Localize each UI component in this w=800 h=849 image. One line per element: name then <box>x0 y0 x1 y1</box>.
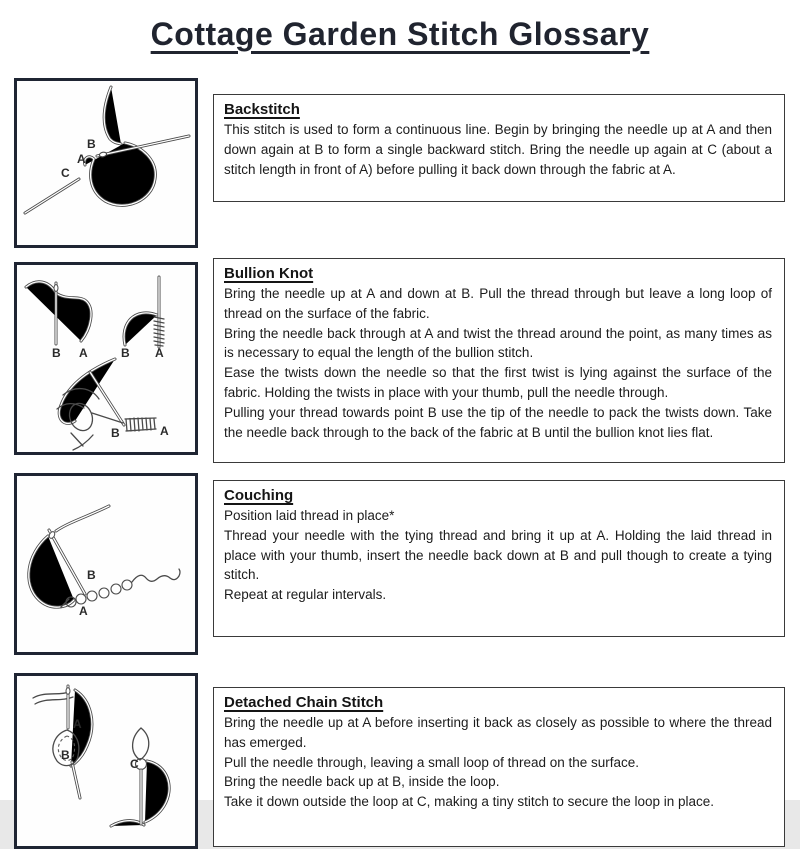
point-label-b: B <box>61 748 70 762</box>
point-label-b: B <box>52 346 61 360</box>
point-label-a: A <box>77 152 86 166</box>
couching-illustration-box <box>14 473 198 655</box>
point-label-b: B <box>87 137 96 151</box>
bullion-coil-icon <box>125 418 156 431</box>
needle-icon <box>25 179 79 213</box>
backstitch-diagram <box>17 81 195 245</box>
stitch-instructions <box>224 120 772 179</box>
laid-thread-squiggle-icon <box>61 569 180 607</box>
stitch-heading: Detached Chain Stitch <box>224 694 384 711</box>
stitch-paragraph: Ease the twists down the needle so that the first twist is lying against the surface of the fabric. Holding the twists in place with your thumb, pull the needle through. <box>224 365 772 400</box>
stitch-heading: Bullion Knot <box>224 265 314 282</box>
stitch-paragraph: Bring the needle up at A and down at B. Pull the thread through but leave a long loop of thread on the surface of the fabric. <box>224 286 772 321</box>
thread-icon <box>26 282 91 341</box>
bullion-knot-diagram <box>17 265 195 452</box>
point-label-a: A <box>79 346 88 360</box>
point-label-a: A <box>73 717 82 731</box>
point-label-b: B <box>121 346 130 360</box>
point-label-c: C <box>130 757 139 771</box>
stitch-paragraph: Position laid thread in place* <box>224 508 395 523</box>
stitch-instructions <box>224 506 772 605</box>
bullion-knot-text-panel <box>213 258 785 463</box>
stitch-heading: Couching <box>224 487 294 504</box>
detached-chain-text-panel <box>213 687 785 847</box>
couching-diagram <box>17 476 195 652</box>
point-label-c: C <box>61 166 70 180</box>
point-label-b: B <box>87 568 96 582</box>
backstitch-illustration-box <box>14 78 198 248</box>
point-label-a: A <box>155 346 164 360</box>
point-label-a: A <box>160 424 169 438</box>
stitch-paragraph: Pulling your thread towards point B use the tip of the needle to pack the twists down. Take the needle back through to the back of the fabric at B until the bullion knot lies flat. <box>224 404 772 440</box>
stitch-paragraph: Bring the needle up at A before inserting it back as closely as possible to where the thread has emerged. <box>224 715 772 750</box>
stitch-paragraph: Bring the needle back through at A and twist the thread around the point, as many times as is necessary to equal the length of the bullion stitch. <box>224 325 772 361</box>
backstitch-text-panel <box>213 94 785 202</box>
couching-text-panel <box>213 480 785 637</box>
stitch-paragraph: Pull the needle through, leaving a small loop of thread on the surface. <box>224 754 640 770</box>
stitch-paragraph: Thread your needle with the tying thread and bring it up at A. Holding the laid thread in place with your thumb, insert the needle back down at B and pull though to create a tying stitch. <box>224 527 772 583</box>
stitch-paragraph: This stitch is used to form a continuous line. Begin by bringing the needle up at A and then down again at B to form a single backward stitch. Bring the needle up again at C (about a stitch length in front of A) before pulling it back down through the fabric at A. <box>224 122 772 177</box>
thread-icon <box>124 313 157 345</box>
detached-chain-illustration-box <box>14 673 198 849</box>
stitch-instructions <box>224 713 772 812</box>
stitch-paragraph: Repeat at regular intervals. <box>224 587 387 603</box>
bullion-knot-illustration-box <box>14 262 198 455</box>
needle-icon <box>90 372 124 425</box>
stitch-paragraph: Bring the needle back up at B, inside the loop. <box>224 774 500 790</box>
page-title: Cottage Garden Stitch Glossary <box>150 16 650 52</box>
stitch-heading: Backstitch <box>224 101 300 118</box>
stitch-instructions <box>224 284 772 442</box>
thread-icon <box>29 506 109 607</box>
stitch-paragraph: Take it down outside the loop at C, making a tiny stitch to secure the loop in place. <box>224 794 715 810</box>
detached-chain-diagram <box>17 676 195 846</box>
needle-icon <box>54 283 58 344</box>
point-label-a: A <box>79 604 88 618</box>
point-label-b: B <box>111 426 120 440</box>
